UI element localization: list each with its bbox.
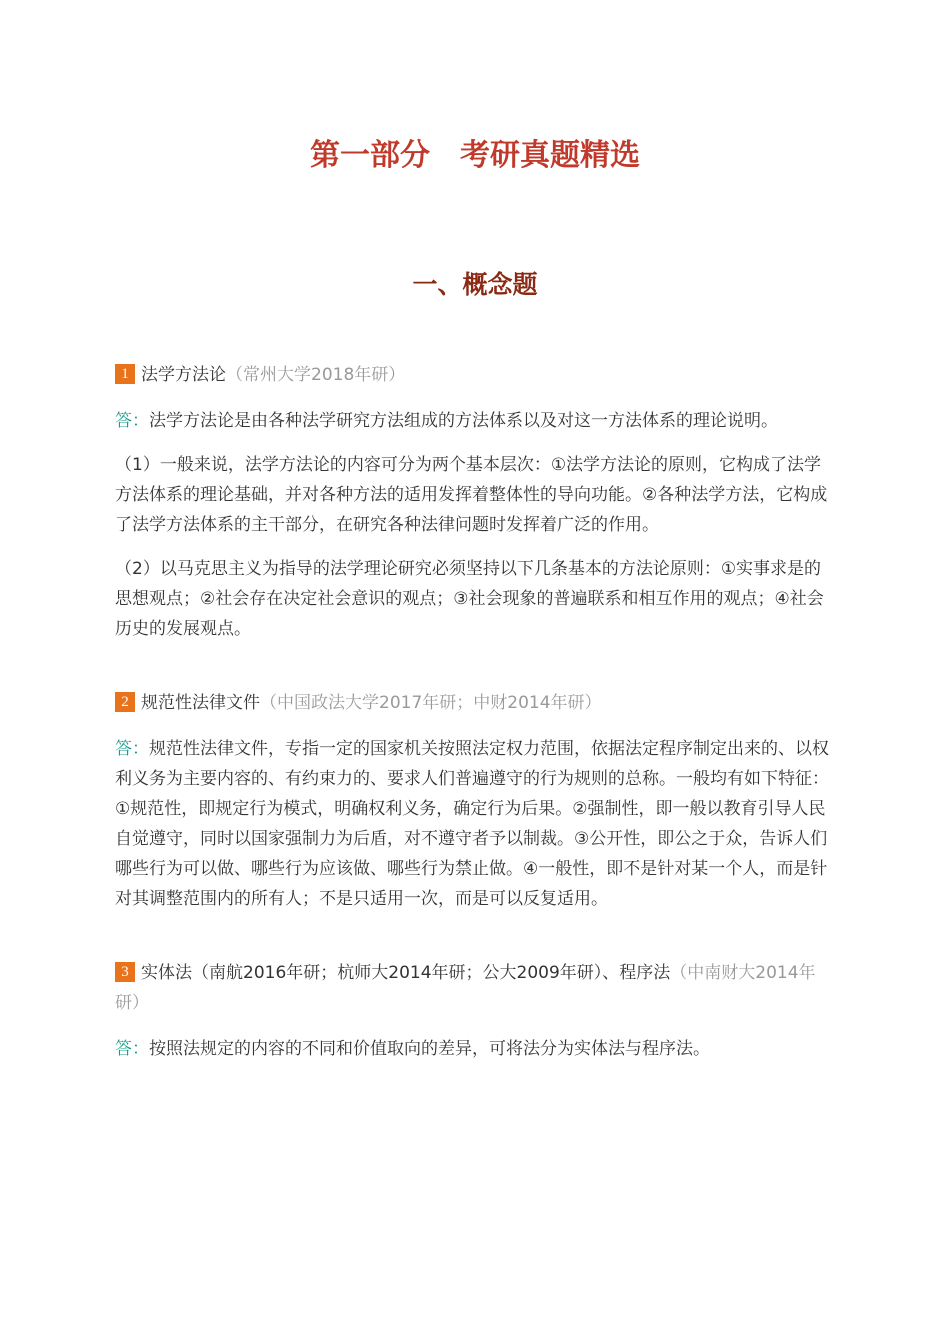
answer-paragraph xyxy=(115,734,835,914)
question-number-badge: 2 xyxy=(115,692,135,712)
question-heading xyxy=(115,958,835,1018)
question-source: （常州大学2018年研） xyxy=(226,365,406,385)
question-number-badge: 3 xyxy=(115,962,135,982)
question-term: 规范性法律文件 xyxy=(141,693,260,713)
question-source: （中南财大2014年研） xyxy=(115,963,816,1013)
part-title: 第一部分 考研真题精选 xyxy=(310,138,640,173)
answer-paragraph: （1）一般来说，法学方法论的内容可分为两个基本层次：①法学方法论的原则，它构成了法学方法体系的理论基础，并对各种方法的适用发挥着整体性的导向功能。②各种法学方法，它构成了法学方法体系的主干部分，在研究各种法律问题时发挥着广泛的作用。 xyxy=(115,455,828,535)
answer-paragraph: （2）以马克思主义为指导的法学理论研究必须坚持以下几条基本的方法论原则：①实事求是的思想观点；②社会存在决定社会意识的观点；③社会现象的普遍联系和相互作用的观点；④社会历史的发展观点。 xyxy=(115,559,824,639)
answer-label: 答： xyxy=(115,411,149,431)
question-source: （中国政法大学2017年研；中财2014年研） xyxy=(260,693,602,713)
answer-label: 答： xyxy=(115,739,149,759)
questions-content xyxy=(115,360,835,1064)
section-title: 一、概念题 xyxy=(412,270,538,299)
answer-text: 规范性法律文件，专指一定的国家机关按照法定权力范围，依据法定程序制定出来的、以权利义务为主要内容的、有约束力的、要求人们普遍遵守的行为规则的总称。一般均有如下特征：①规范性，即规定行为模式，明确权利义务，确定行为后果。②强制性，即一般以教育引导人民自觉遵守，同时以国家强制力为后盾，对不遵守者予以制裁。③公开性，即公之于众，告诉人们哪些行为可以做、哪些行为应该做、哪些行为禁止做。④一般性，即不是针对某一个人，而是针对其调整范围内的所有人；不是只适用一次，而是可以反复适用。 xyxy=(115,739,829,909)
answer-paragraph xyxy=(115,406,835,436)
question-term: 法学方法论 xyxy=(141,365,226,385)
answer-label: 答： xyxy=(115,1039,149,1059)
question-heading xyxy=(115,688,835,718)
question-number-badge: 1 xyxy=(115,364,135,384)
question-term: 实体法（南航2016年研；杭师大2014年研；公大2009年研）、程序法 xyxy=(141,963,671,983)
question-heading xyxy=(115,360,835,390)
answer-text: 按照法规定的内容的不同和价值取向的差异，可将法分为实体法与程序法。 xyxy=(149,1039,710,1059)
answer-paragraph xyxy=(115,1034,835,1064)
answer-text: 法学方法论是由各种法学研究方法组成的方法体系以及对这一方法体系的理论说明。 xyxy=(149,411,778,431)
